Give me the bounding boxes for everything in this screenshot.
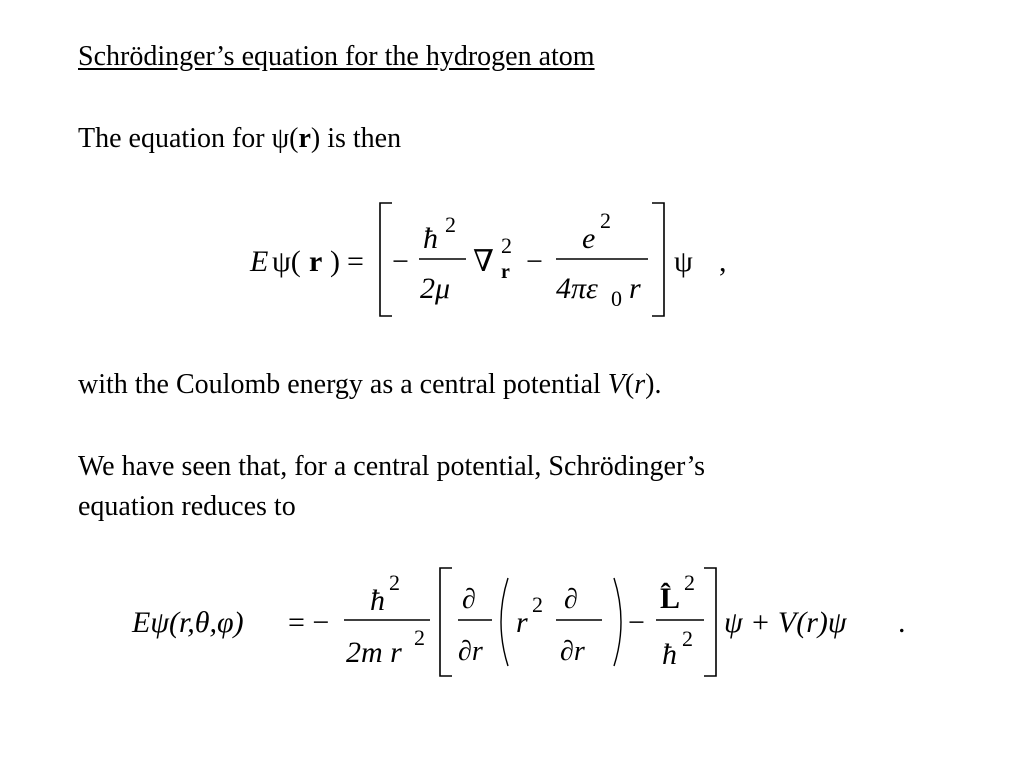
eq1-psi-open: ψ( xyxy=(272,245,301,278)
eq2-right-bracket xyxy=(704,568,716,676)
eq1-hbar-exp: 2 xyxy=(445,212,456,237)
eq1-close: ) xyxy=(330,245,340,278)
eq2-L-exp: 2 xyxy=(684,570,695,595)
eq2-rhs: ψ + V(r)ψ xyxy=(724,606,847,639)
slide-title: Schrödinger’s equation for the hydrogen atom xyxy=(78,41,595,72)
eq2-partial-r2: ∂r xyxy=(560,636,585,667)
eq1-nabla: ∇ xyxy=(473,245,494,278)
eq1-r-bold: r xyxy=(309,245,323,278)
eq1-psi: ψ xyxy=(674,245,693,278)
coulomb-close: ). xyxy=(645,369,662,400)
eq2-2mr: 2m r xyxy=(346,636,402,669)
coulomb-open: ( xyxy=(624,369,635,400)
coulomb-before: with the Coulomb energy as a central potential xyxy=(78,369,608,400)
eq1-minus2: − xyxy=(526,245,543,278)
intro-psi: ψ( xyxy=(271,123,299,154)
central-text-line2: equation reduces to xyxy=(78,491,296,522)
coulomb-V: V xyxy=(607,369,625,400)
eq2-hbar-exp: 2 xyxy=(389,570,400,595)
eq2-minus: − xyxy=(628,606,645,639)
eq2-left-bracket xyxy=(440,568,452,676)
eq2-equals-minus: = − xyxy=(288,606,330,639)
eq2-right-paren xyxy=(614,578,621,666)
eq2-hbar: ħ xyxy=(370,584,385,617)
eq1-comma: , xyxy=(719,245,727,278)
eq1-hbar: ħ xyxy=(423,222,438,255)
intro-r-bold: r xyxy=(298,123,311,154)
eq1-eps-sub: 0 xyxy=(611,286,622,311)
eq1-nabla-exp: 2 xyxy=(501,233,512,258)
eq2-left-paren xyxy=(501,578,508,666)
eq2-r-exp: 2 xyxy=(532,592,543,617)
eq1-minus1: − xyxy=(392,245,409,278)
eq2-period: . xyxy=(898,606,906,639)
intro-after: ) is then xyxy=(310,123,402,154)
eq1-e-exp: 2 xyxy=(600,208,611,233)
eq1-4pieps: 4πε xyxy=(556,272,598,305)
eq1-E: E xyxy=(250,245,269,278)
eq1-equals: = xyxy=(347,245,364,278)
eq2-L-hat: L̂ xyxy=(660,582,681,615)
eq2-hbar-denom: ħ xyxy=(662,638,677,671)
eq2-r: r xyxy=(516,606,528,639)
eq2-hbar-denom-exp: 2 xyxy=(682,626,693,651)
eq1-2mu: 2μ xyxy=(420,272,451,305)
eq2-partial-r1: ∂r xyxy=(458,636,483,667)
eq1-nabla-sub: r xyxy=(501,261,510,283)
eq1-r: r xyxy=(629,272,641,305)
coulomb-r: r xyxy=(634,369,646,400)
central-text-line1: We have seen that, for a central potential, Schrödinger’s xyxy=(78,451,705,482)
intro-before: The equation for xyxy=(78,123,272,154)
eq2-2mr-exp: 2 xyxy=(414,625,425,650)
eq2-partial2: ∂ xyxy=(564,584,578,615)
eq2-lhs: Eψ(r,θ,φ) xyxy=(132,606,244,639)
eq1-e: e xyxy=(582,222,596,255)
eq2-partial1: ∂ xyxy=(462,584,476,615)
